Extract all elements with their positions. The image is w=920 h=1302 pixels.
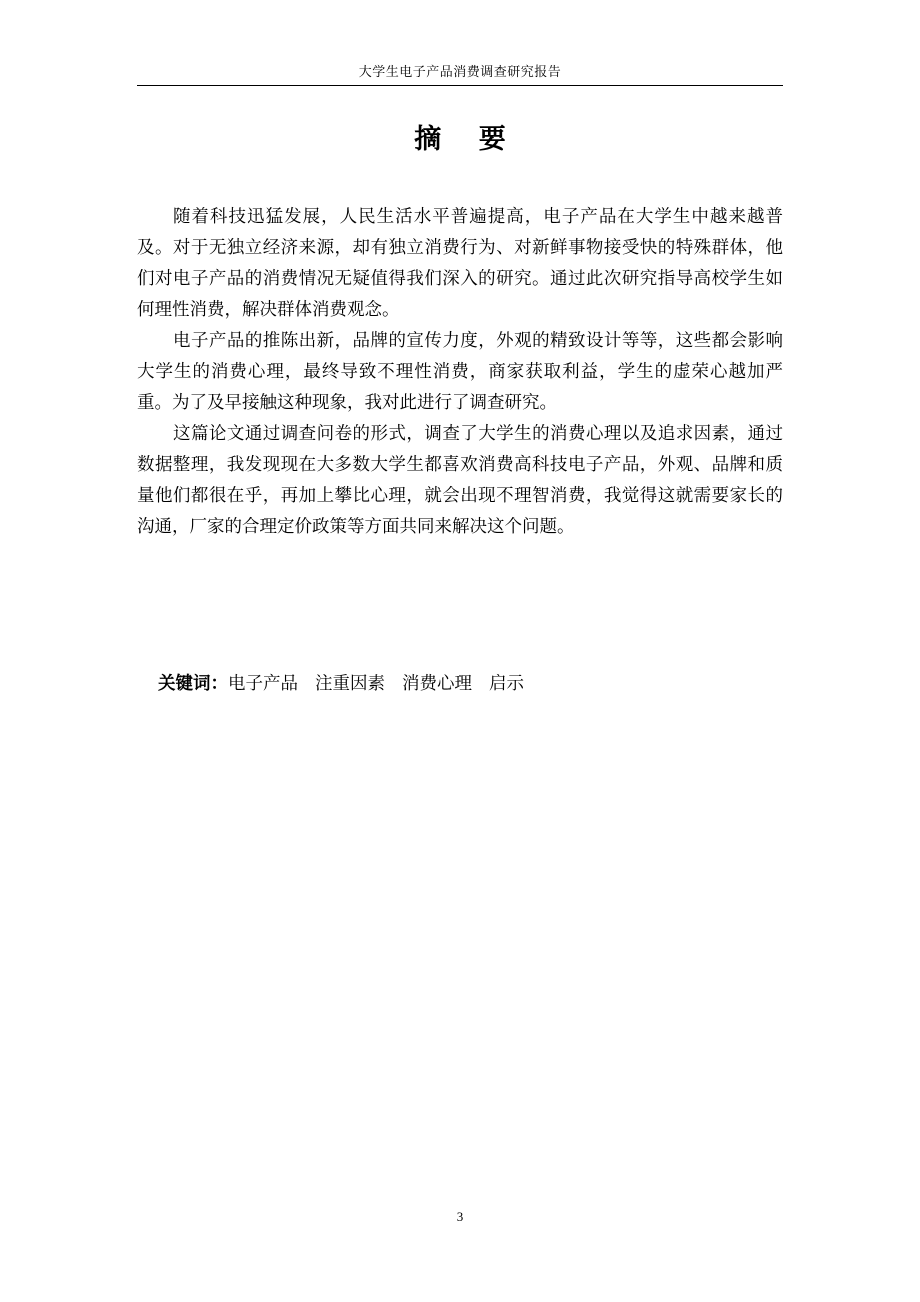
header-rule — [137, 85, 783, 86]
keyword-item: 启示 — [489, 674, 524, 694]
abstract-paragraph-3: 这篇论文通过调查问卷的形式，调查了大学生的消费心理以及追求因素，通过数据整理，我发现现在大多数大学生都喜欢消费高科技电子产品，外观、品牌和质量他们都很在乎，再加上攀比心理，就会出现不理智消费，我觉得这就需要家长的沟通，厂家的合理定价政策等方面共同来解决这个问题。 — [137, 424, 783, 537]
abstract-title: 摘 要 — [414, 124, 520, 155]
keyword-item: 电子产品 — [228, 674, 298, 694]
abstract-paragraph-2: 电子产品的推陈出新，品牌的宣传力度，外观的精致设计等等，这些都会影响大学生的消费心理，最终导致不理性消费，商家获取利益，学生的虚荣心越加严重。为了及早接触这种现象，我对此进行了调查研究。 — [137, 331, 783, 413]
keyword-item: 注重因素 — [315, 674, 385, 694]
keywords-label: 关键词： — [158, 674, 228, 694]
running-header: 大学生电子产品消费调查研究报告 — [358, 65, 562, 80]
keywords-line — [158, 669, 758, 700]
keyword-item: 消费心理 — [402, 674, 472, 694]
abstract-body — [137, 202, 783, 543]
page-number: 3 — [456, 1209, 464, 1224]
abstract-paragraph-1: 随着科技迅猛发展，人民生活水平普遍提高，电子产品在大学生中越来越普及。对于无独立经济来源，却有独立消费行为、对新鲜事物接受快的特殊群体，他们对电子产品的消费情况无疑值得我们深入的研究。通过此次研究指导高校学生如何理性消费，解决群体消费观念。 — [137, 207, 783, 320]
